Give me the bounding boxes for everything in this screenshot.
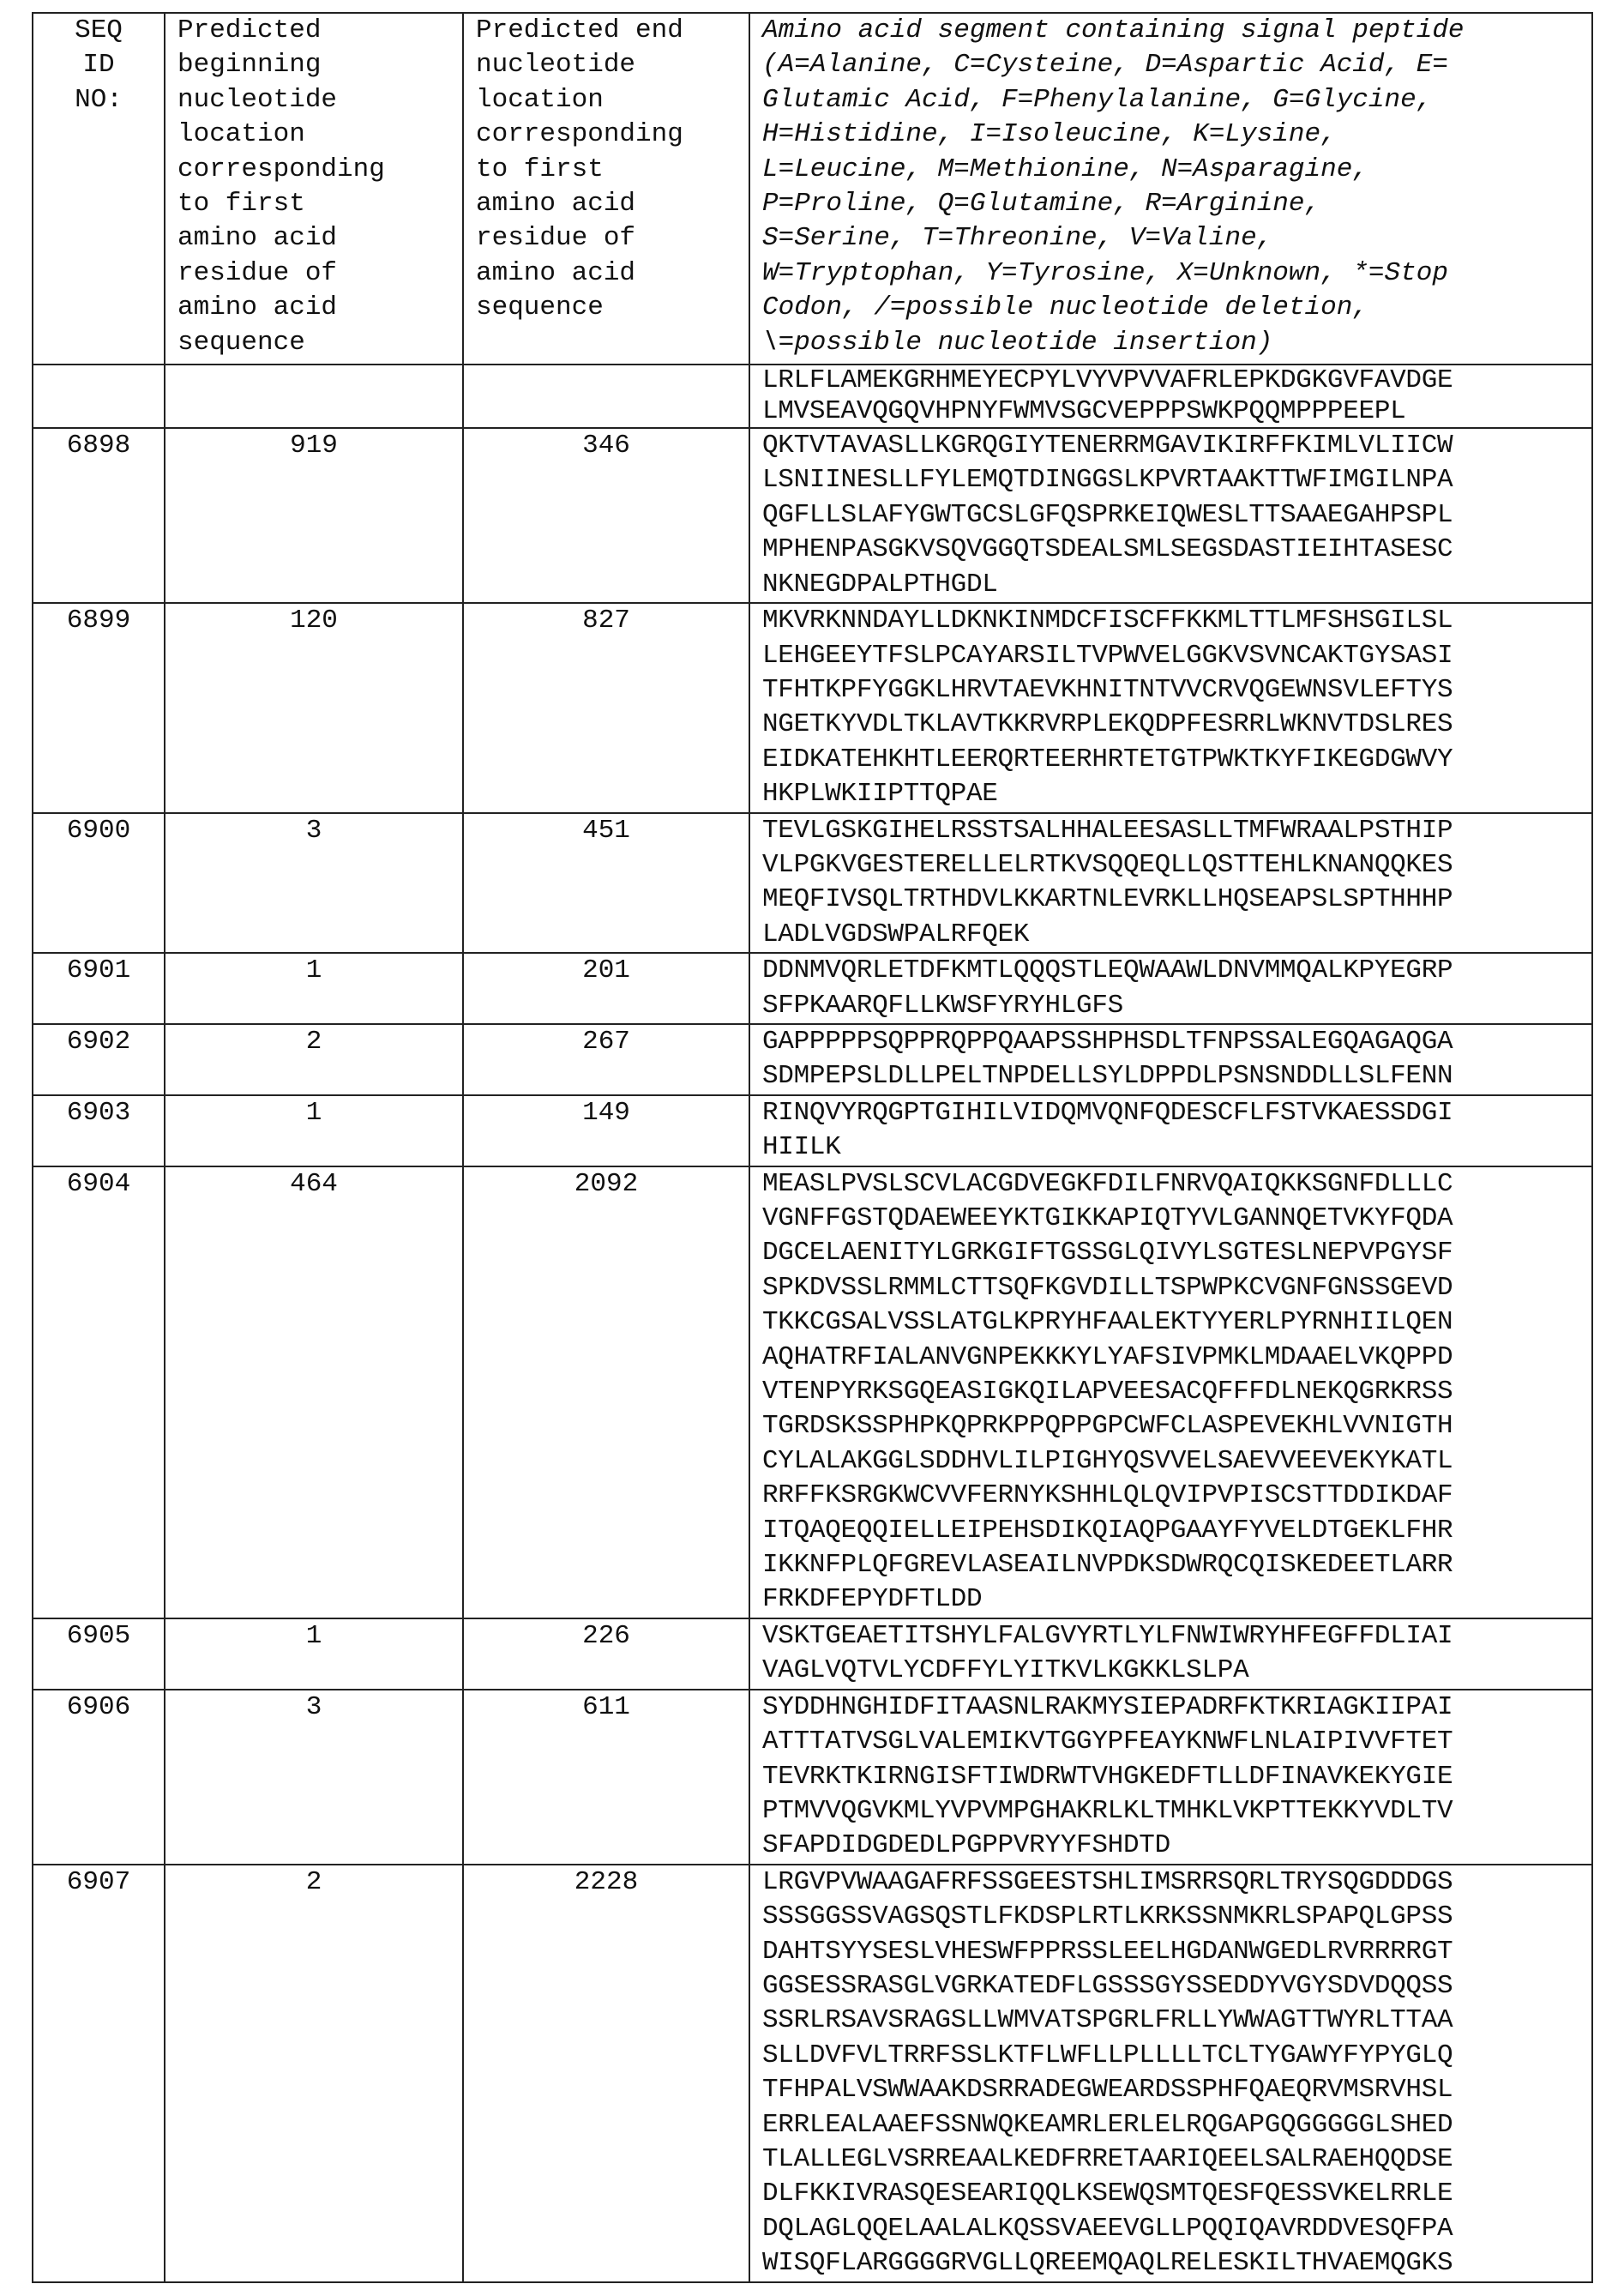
end-cell: 827 [463,603,749,812]
begin-cell [165,365,463,428]
sequence-cell: RINQVYRQGPTGIHILVIDQMVQNFQDESCFLFSTVKAESSDGI HIILK [749,1095,1592,1166]
table-row [33,953,1592,1024]
seq-id-cell: 6905 [33,1618,165,1690]
signal-peptide-table [32,12,1593,2283]
seq-id-cell: 6901 [33,953,165,1024]
seq-id-cell [33,365,165,428]
seq-id-cell: 6903 [33,1095,165,1166]
sequence-cell: TEVLGSKGIHELRSSTSALHHALEESASLLTMFWRAALPSTHIP VLPGKVGESTERELLELRTKVSQQEQLLQSTTEHLKNANQQKES MEQFIVSQLTRTHDVLKKARTNLEVRKLLHQSEAPSLSPTHHHP LADLVGDSWPALRFQEK [749,813,1592,954]
begin-cell: 3 [165,813,463,954]
seq-id-cell: 6906 [33,1690,165,1865]
header-seq-id: SEQ ID NO: [33,13,165,365]
header-begin-location: Predicted beginning nucleotide location corresponding to first amino acid residue of amino acid sequence [165,13,463,365]
seq-id-cell: 6902 [33,1024,165,1095]
table-header-row [33,13,1592,365]
end-cell [463,365,749,428]
sequence-cell: VSKTGEAETITSHYLFALGVYRTLYLFNWIWRYHFEGFFDLIAI VAGLVQTVLYCDFFYLYITKVLKGKKLSLPA [749,1618,1592,1690]
sequence-cell: QKTVTAVASLLKGRQGIYTENERRMGAVIKIRFFKIMLVLIICW LSNIINESLLFYLEMQTDINGGSLKPVRTAAKTTWFIMGILNPA QGFLLSLAFYGWTGCSLGFQSPRKEIQWESLTTSAAEGAHPSPL MPHENPASGKVSQVGGQTSDEALSMLSEGSDASTIEIHTASESC NKNEGDPALPTHGDL [749,428,1592,603]
table-row [33,813,1592,954]
table-row [33,1095,1592,1166]
sequence-cell: LRLFLAMEKGRHMEYECPYLVYVPVVAFRLEPKDGKGVFAVDGE LMVSEAVQGQVHPNYFWMVSGCVEPPPSWKPQQMPPPEEPL [749,365,1592,428]
end-cell: 149 [463,1095,749,1166]
end-cell: 2228 [463,1865,749,2282]
table-row [33,428,1592,603]
sequence-cell: MEASLPVSLSCVLACGDVEGKFDILFNRVQAIQKKSGNFDLLLC VGNFFGSTQDAEWEEYKTGIKKAPIQTYVLGANNQETVKYFQDA DGCELAENITYLGRKGIFTGSSGLQIVYLSGTESLNEPVPGYSF SPKDVSSLRMMLCTTSQFKGVDILLTSPWPKCVGNFGNSSGEVD TKKCGSALVSSLATGLKPRYHFAALEKTYYERLPYRNHIILQEN AQHATRFIALANVGNPEKKKYLYAFSIVPMKLMDAAELVKQPPD VTENPYRKSGQEASIGKQILAPVEESACQFFFDLNEKQGRKRSS TGRDSKSSPHPKQPRKPPQPPGPCWFCLASPEVEKHLVVNIGTH CYLALAKGGLSDDHVLILPIGHYQSVVELSAEVVEEVEKYKATL RRFFKSRGKWCVVFERNYKSHHLQLQVIPVPISCSTTDDIKDAF ITQAQEQQIELLEIPEHSDIKQIAQPGAAYFYVELDTGEKLFHR IKKNFPLQFGREVLASEAILNVPDKSDWRQCQISKEDEETLARR FRKDFEPYDFTLDD [749,1166,1592,1618]
end-cell: 2092 [463,1166,749,1618]
begin-cell: 2 [165,1024,463,1095]
seq-id-cell: 6907 [33,1865,165,2282]
begin-cell: 2 [165,1865,463,2282]
header-end-location: Predicted end nucleotide location corresponding to first amino acid residue of amino acid sequence [463,13,749,365]
sequence-cell: MKVRKNNDAYLLDKNKINMDCFISCFFKKMLTTLMFSHSGILSL LEHGEEYTFSLPCAYARSILTVPWVELGGKVSVNCAKTGYSASI TFHTKPFYGGKLHRVTAEVKHNITNTVVCRVQGEWNSVLEFTYS NGETKYVDLTKLAVTKKRVRPLEKQDPFESRRLWKNVTDSLRES EIDKATEHKHTLEERQRTEERHRTETGTPWKTKYFIKEGDGWVY HKPLWKIIPTTQPAE [749,603,1592,812]
sequence-cell: GAPPPPPSQPPRQPPQAAPSSHPHSDLTFNPSSALEGQAGAQGA SDMPEPSLDLLPELTNPDELLSYLDPPDLPSNSNDDLLSLFENN [749,1024,1592,1095]
table-row [33,1865,1592,2282]
table-row [33,1024,1592,1095]
table-row [33,603,1592,812]
table-row [33,1166,1592,1618]
end-cell: 267 [463,1024,749,1095]
seq-id-cell: 6904 [33,1166,165,1618]
end-cell: 451 [463,813,749,954]
table-row-continuation [33,365,1592,428]
table-row [33,1690,1592,1865]
sequence-cell: SYDDHNGHIDFITAASNLRAKMYSIEPADRFKTKRIAGKIIPAI ATTTATVSGLVALEMIKVTGGYPFEAYKNWFLNLAIPIVVFTET TEVRKTKIRNGISFTIWDRWTVHGKEDFTLLDFINAVKEKYGIE PTMVVQGVKMLYVPVMPGHAKRLKLTMHKLVKPTTEKKYVDLTV SFAPDIDGDEDLPGPPVRYYFSHDTD [749,1690,1592,1865]
header-amino-acid-segment: Amino acid segment containing signal peptide (A=Alanine, C=Cysteine, D=Aspartic Acid, E= Glutamic Acid, F=Phenylalanine, G=Glycine, H=Histidine, I=Isoleucine, K=Lysine, L=Leucine, M=Methionine, N=Asparagine, P=Proline, Q=Glutamine, R=Arginine, S=Serine, T=Threonine, V=Valine, W=Tryptophan, Y=Tyrosine, X=Unknown, *=Stop Codon, /=possible nucleotide deletion, \=possible nucleotide insertion) [749,13,1592,365]
table-row [33,1618,1592,1690]
end-cell: 201 [463,953,749,1024]
sequence-cell: LRGVPVWAAGAFRFSSGEESTSHLIMSRRSQRLTRYSQGDDDGS SSSGGSSVAGSQSTLFKDSPLRTLKRKSSNMKRLSPAPQLGPSS DAHTSYYSESLVHESWFPPRSSLEELHGDANWGEDLRVRRRRGT GGSESSRASGLVGRKATEDFLGSSSGYSSEDDYVGYSDVDQQSS SSRLRSAVSRAGSLLWMVATSPGRLFRLLYWWAGTTWYRLTTAA SLLDVFVLTRRFSSLKTFLWFLLPLLLLTCLTYGAWYFYPYGLQ TFHPALVSWWAAKDSRRADEGWEARDSSPHFQAEQRVMSRVHSL ERRLEALAAEFSSNWQKEAMRLERLELRQGAPGQGGGGGLSHED TLALLEGLVSRREAALKEDFRRETAARIQEELSALRAEHQQDSE DLFKKIVRASQESEARIQQLKSEWQSMTQESFQESSVKELRRLE DQLAGLQQELAALALKQSSVAEEVGLLPQQIQAVRDDVESQFPA WISQFLARGGGGRVGLLQREEMQAQLRELESKILTHVAEMQGKS [749,1865,1592,2282]
end-cell: 611 [463,1690,749,1865]
begin-cell: 464 [165,1166,463,1618]
sequence-cell: DDNMVQRLETDFKMTLQQQSTLEQWAAWLDNVMMQALKPYEGRP SFPKAARQFLLKWSFYRYHLGFS [749,953,1592,1024]
begin-cell: 1 [165,1095,463,1166]
end-cell: 346 [463,428,749,603]
end-cell: 226 [463,1618,749,1690]
begin-cell: 1 [165,953,463,1024]
seq-id-cell: 6900 [33,813,165,954]
begin-cell: 120 [165,603,463,812]
begin-cell: 1 [165,1618,463,1690]
begin-cell: 919 [165,428,463,603]
seq-id-cell: 6898 [33,428,165,603]
seq-id-cell: 6899 [33,603,165,812]
begin-cell: 3 [165,1690,463,1865]
